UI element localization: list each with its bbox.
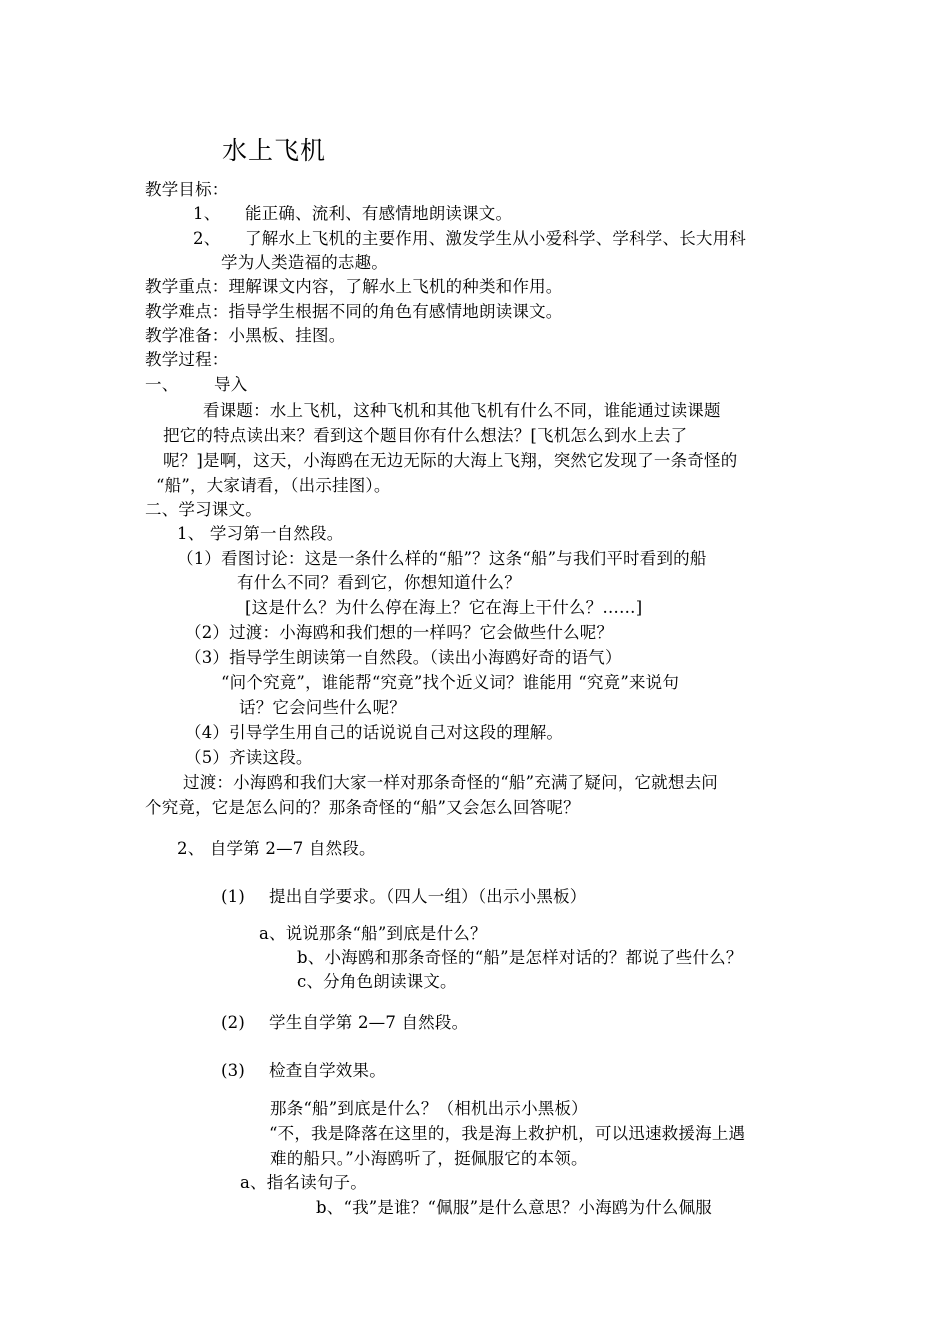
step2-item1-text: 提出自学要求。（四人一组）（出示小黑板） [269, 887, 587, 906]
step2-item1-c: c、分角色朗读课文。 [297, 972, 457, 991]
step2-item3-number: (3) [221, 1061, 245, 1080]
step1-item3: （3）指导学生朗读第一自然段。（读出小海鸥好奇的语气） [185, 648, 622, 667]
step2-item3-a: a、指名读句子。 [240, 1173, 367, 1192]
step2-item2-text: 学生自学第 2—7 自然段。 [269, 1013, 469, 1032]
step1-item3-question-line2: 话？它会问些什么呢？ [239, 698, 406, 717]
objective-2-text-line2: 学为人类造福的志趣。 [221, 253, 388, 272]
step1-item5: （5）齐读这段。 [185, 748, 313, 767]
step2-item3-quote-line1: “不，我是降落在这里的，我是海上救护机，可以迅速救援海上遇 [269, 1124, 746, 1143]
process-heading: 教学过程： [145, 350, 229, 369]
key-point: 教学重点：理解课文内容，了解水上飞机的种类和作用。 [145, 277, 563, 296]
step2-item3-quote-line2: 难的船只。”小海鸥听了，挺佩服它的本领。 [270, 1149, 588, 1168]
step1-item4: （4）引导学生用自己的话说说自己对这段的理解。 [185, 723, 564, 742]
step2-item3-text: 检查自学效果。 [269, 1061, 386, 1080]
step2-heading: 2、 自学第 2—7 自然段。 [177, 839, 376, 858]
objective-2-text-line1: 了解水上飞机的主要作用、激发学生从小爱科学、学科学、长大用科 [245, 229, 746, 248]
step1-heading: 1、 学习第一自然段。 [177, 524, 344, 543]
step2-item1-b: b、小海鸥和那条奇怪的“船”是怎样对话的？都说了些什么？ [297, 948, 743, 967]
objective-1-number: 1、 [193, 204, 221, 223]
step1-item3-question-line1: “问个究竟”，谁能帮“究竟”找个近义词？谁能用 “究竟”来说句 [221, 673, 680, 692]
objectives-heading: 教学目标： [145, 180, 229, 199]
step2-item2-number: (2) [221, 1013, 245, 1032]
page-title: 水上飞机 [222, 136, 327, 165]
step2-item3-b: b、“我”是谁？“佩服”是什么意思？小海鸥为什么佩服 [316, 1198, 713, 1217]
step1-item1-line1: （1）看图讨论：这是一条什么样的“船”？这条“船”与我们平时看到的船 [177, 549, 707, 568]
step1-item2: （2）过渡：小海鸥和我们想的一样吗？它会做些什么呢？ [185, 623, 614, 642]
objective-1-text: 能正确、流利、有感情地朗读课文。 [245, 204, 513, 223]
objective-2-number: 2、 [193, 229, 221, 248]
step1-item1-line3: [这是什么？为什么停在海上？它在海上干什么？……] [245, 598, 643, 617]
step1-item1-line2: 有什么不同？看到它，你想知道什么？ [237, 573, 521, 592]
step2-item3-question: 那条“船”到底是什么？（相机出示小黑板） [270, 1099, 588, 1118]
preparation: 教学准备：小黑板、挂图。 [145, 326, 346, 345]
section1-para-line3: 呢？]是啊，这天，小海鸥在无边无际的大海上飞翔，突然它发现了一条奇怪的 [163, 451, 738, 470]
section1-label: 导入 [214, 375, 248, 394]
step2-item1-number: (1) [221, 887, 245, 906]
difficulty: 教学难点：指导学生根据不同的角色有感情地朗读课文。 [145, 302, 563, 321]
section1-para-line2: 把它的特点读出来？看到这个题目你有什么想法？[飞机怎么到水上去了 [163, 426, 688, 445]
section1-para-line4: “船”，大家请看，（出示挂图）。 [156, 476, 391, 495]
transition-line1: 过渡：小海鸥和我们大家一样对那条奇怪的“船”充满了疑问，它就想去问 [183, 773, 718, 792]
transition-line2: 个究竟，它是怎么问的？那条奇怪的“船”又会怎么回答呢？ [145, 798, 580, 817]
section1-number: 一、 [145, 375, 179, 394]
section2-heading: 二、学习课文。 [145, 500, 262, 519]
section1-para-line1: 看课题：水上飞机，这种飞机和其他飞机有什么不同，谁能通过读课题 [203, 401, 721, 420]
step2-item1-a: a、说说那条“船”到底是什么？ [259, 924, 487, 943]
